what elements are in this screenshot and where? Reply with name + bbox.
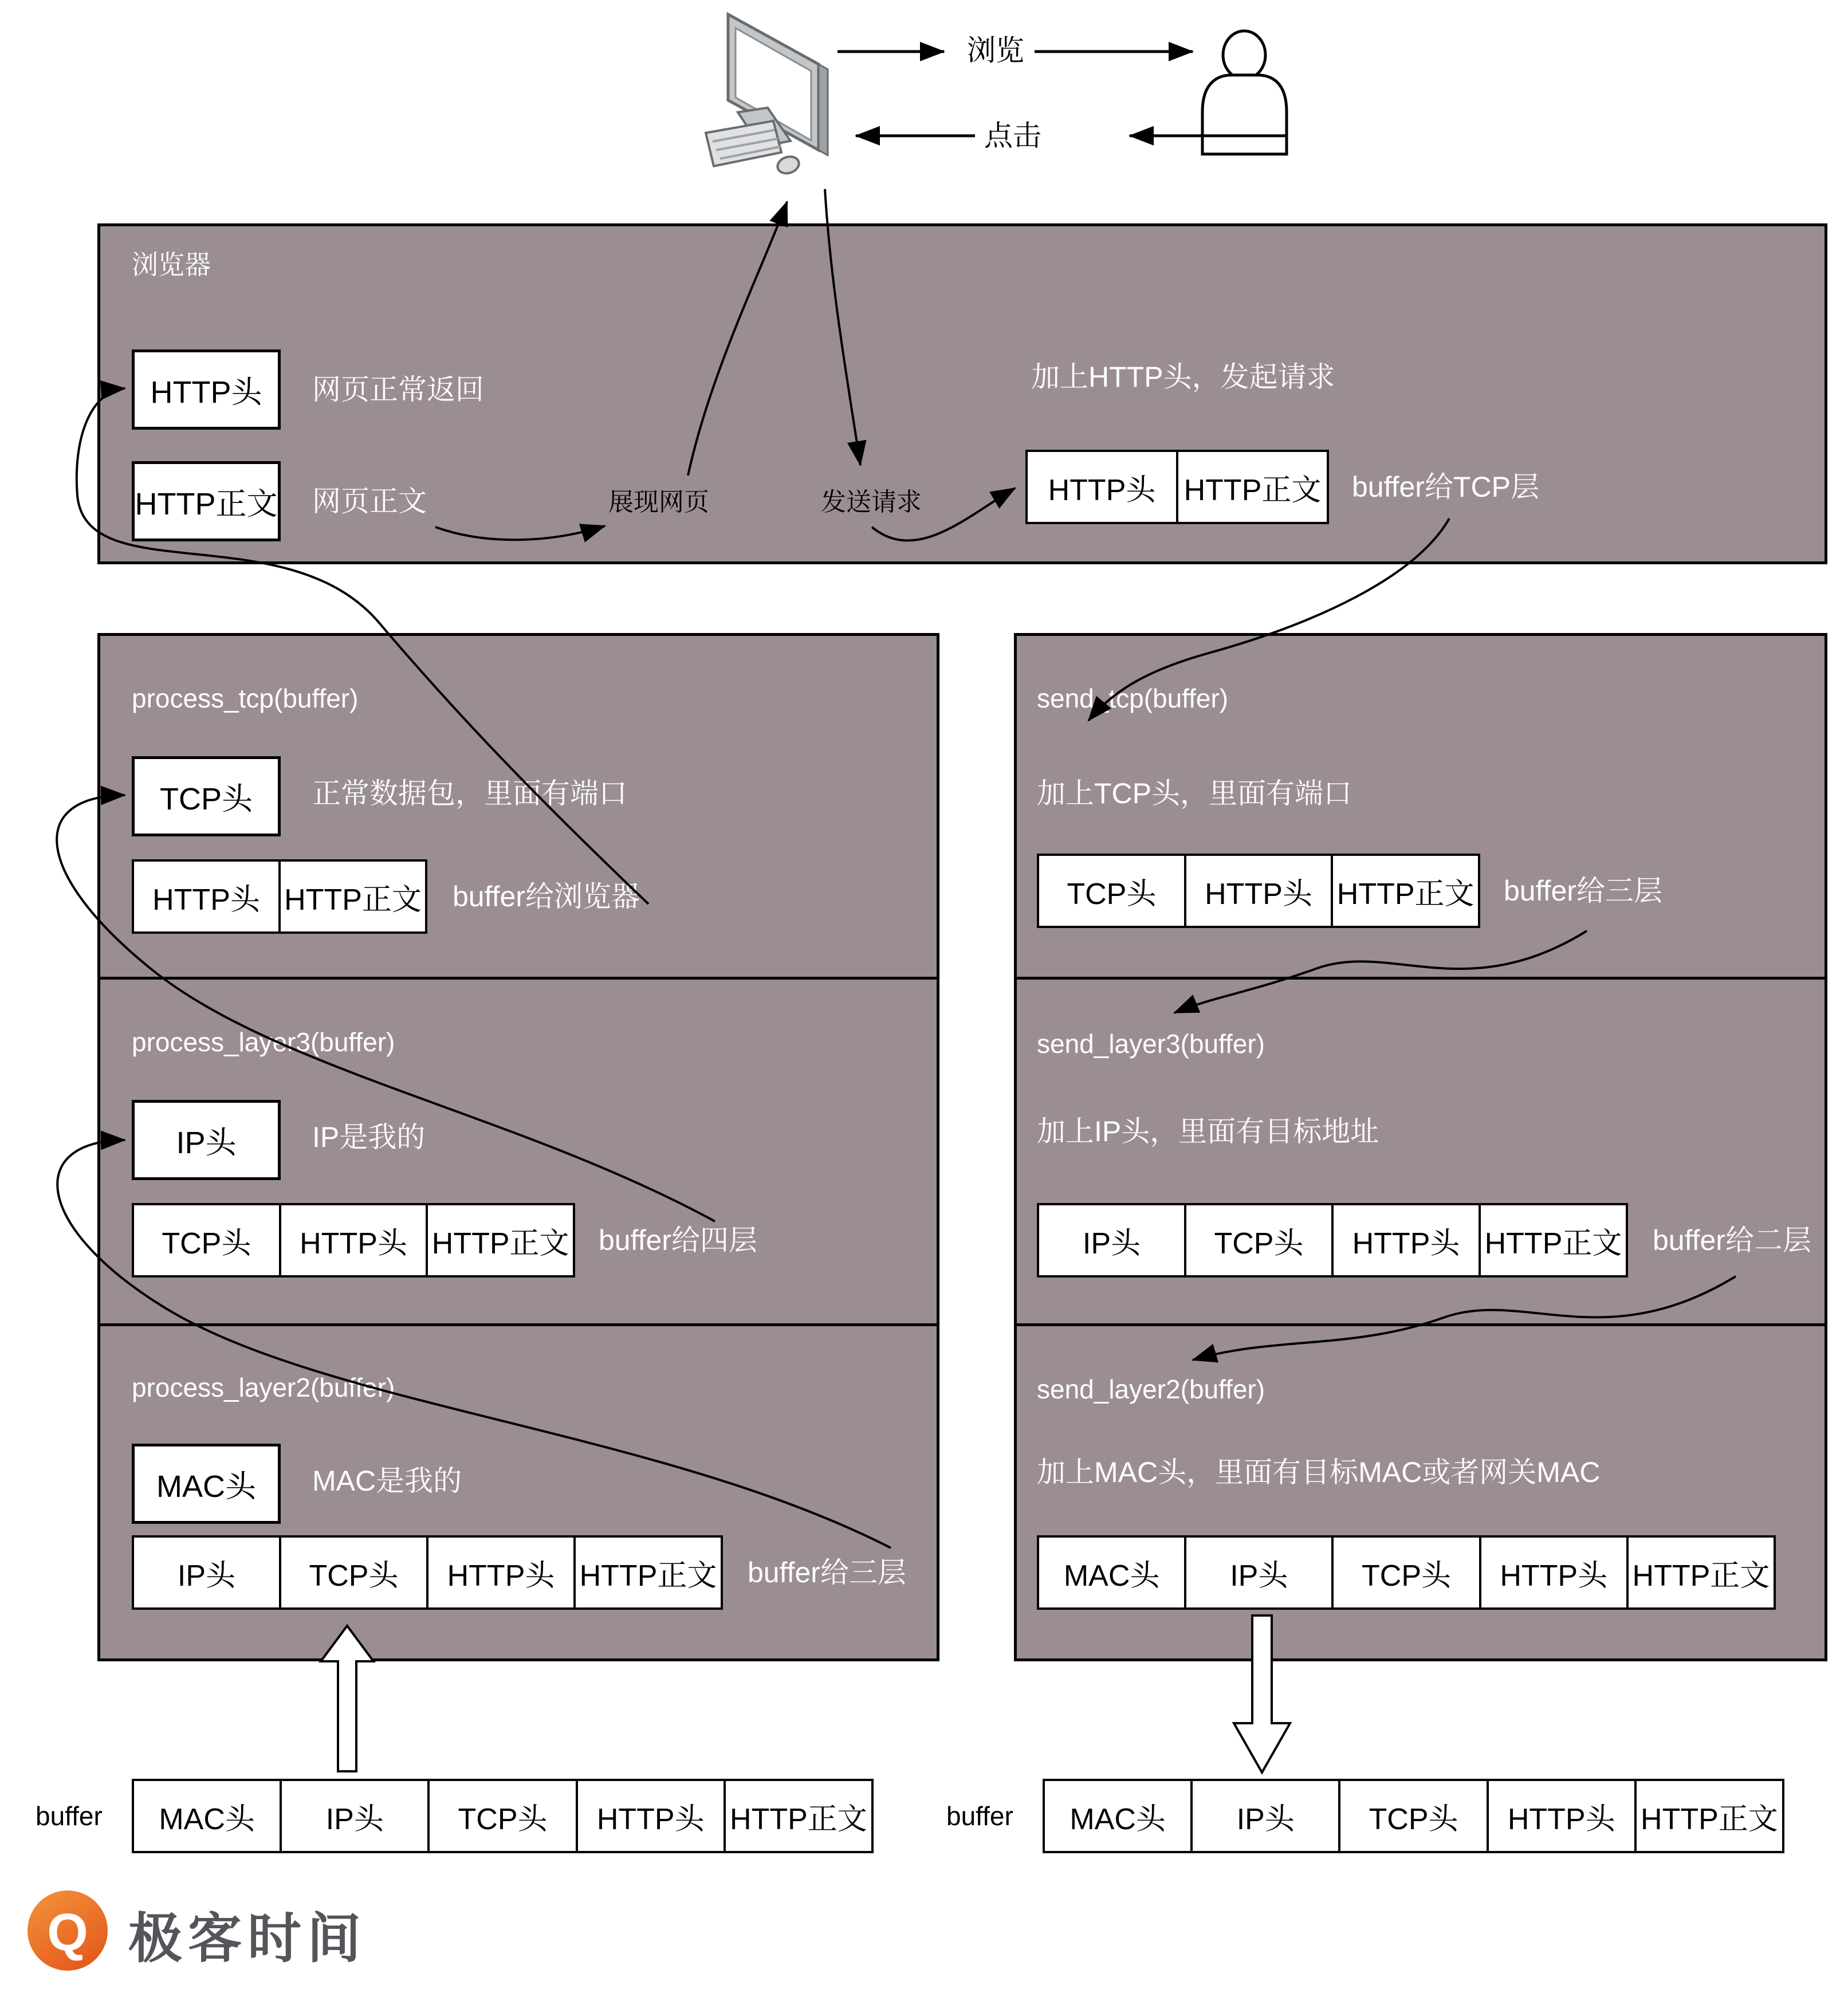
packet-cell: HTTP头	[1481, 1535, 1629, 1610]
render-page-label: 展现网页	[608, 488, 709, 516]
packet-cell: HTTP正文	[281, 859, 427, 934]
packet-cell: IP头	[1037, 1203, 1186, 1277]
send-layer2-row	[1037, 1535, 1776, 1610]
send-layer2-note: 加上MAC头，里面有目标MAC或者网关MAC	[1037, 1456, 1601, 1488]
process-layer3-pass-label: buffer给四层	[599, 1224, 757, 1256]
receive-divider-2	[100, 1323, 937, 1326]
process-tcp-pass-label: buffer给浏览器	[453, 880, 640, 913]
packet-cell: HTTP头	[1186, 854, 1334, 928]
browser-http-body-box: HTTP正文	[132, 461, 281, 541]
send-layer3-pass-label: buffer给二层	[1653, 1224, 1811, 1256]
send-tcp-row	[1037, 854, 1480, 928]
browser-http-header-box: HTTP头	[132, 349, 281, 430]
tcp-header-box: TCP头	[132, 756, 281, 836]
send-tcp-note: 加上TCP头，里面有端口	[1037, 777, 1352, 809]
packet-cell: TCP头	[1334, 1535, 1481, 1610]
buffer-left-label: buffer	[36, 1801, 103, 1831]
process-layer3-note: IP是我的	[312, 1121, 426, 1153]
packet-cell: HTTP头	[1489, 1779, 1637, 1853]
packet-cell: TCP头	[1186, 1203, 1334, 1277]
buffer-right-row	[1043, 1779, 1784, 1853]
browse-label: 浏览	[967, 34, 1024, 66]
browser-return-note: 网页正常返回	[312, 374, 484, 406]
browser-request-note: 加上HTTP头，发起请求	[1031, 361, 1335, 393]
geektime-logo-icon	[24, 1888, 111, 1979]
packet-cell: HTTP头	[428, 1535, 576, 1610]
process-tcp-title: process_tcp(buffer)	[132, 683, 359, 713]
packet-cell: MAC头	[1043, 1779, 1193, 1853]
packet-cell: TCP头	[281, 1535, 428, 1610]
packet-cell: HTTP头	[132, 859, 281, 934]
packet-cell: HTTP头	[1334, 1203, 1481, 1277]
process-layer3-row	[132, 1203, 575, 1277]
send-tcp-pass-label: buffer给三层	[1504, 875, 1662, 907]
process-tcp-row	[132, 859, 427, 934]
packet-cell: TCP头	[430, 1779, 577, 1853]
packet-cell: IP头	[1186, 1535, 1334, 1610]
packet-cell: IP头	[282, 1779, 430, 1853]
packet-cell: HTTP正文	[1333, 854, 1480, 928]
process-layer2-pass-label: buffer给三层	[748, 1556, 906, 1589]
packet-cell: HTTP头	[281, 1203, 428, 1277]
send-request-label: 发送请求	[821, 488, 922, 516]
click-label: 点击	[984, 120, 1041, 152]
buffer-left-row	[132, 1779, 874, 1853]
ip-header-box: IP头	[132, 1100, 281, 1180]
browser-title: 浏览器	[132, 250, 211, 280]
packet-cell: IP头	[1193, 1779, 1340, 1853]
packet-cell: TCP头	[1340, 1779, 1488, 1853]
browser-request-row	[1025, 450, 1329, 524]
browser-body-note: 网页正文	[312, 485, 427, 517]
packet-cell: HTTP正文	[1481, 1203, 1628, 1277]
process-layer2-row	[132, 1535, 723, 1610]
mac-header-box: MAC头	[132, 1444, 281, 1524]
send-layer3-note: 加上IP头，里面有目标地址	[1037, 1115, 1379, 1147]
packet-cell: HTTP头	[578, 1779, 726, 1853]
packet-cell: MAC头	[1037, 1535, 1186, 1610]
send-divider-1	[1017, 977, 1825, 980]
geektime-logo-text: 极客时间	[128, 1908, 367, 1968]
packet-cell: HTTP正文	[428, 1203, 575, 1277]
packet-cell: HTTP正文	[1178, 450, 1329, 524]
packet-cell: HTTP正文	[1629, 1535, 1776, 1610]
receive-divider-1	[100, 977, 937, 980]
packet-cell: TCP头	[132, 1203, 281, 1277]
send-layer2-title: send_layer2(buffer)	[1037, 1374, 1265, 1404]
browser-pass-label: buffer给TCP层	[1352, 471, 1539, 503]
packet-cell: HTTP正文	[726, 1779, 874, 1853]
packet-cell: HTTP正文	[1637, 1779, 1784, 1853]
computer-icon	[706, 14, 828, 176]
process-layer3-title: process_layer3(buffer)	[132, 1027, 395, 1057]
send-layer3-title: send_layer3(buffer)	[1037, 1029, 1265, 1059]
process-tcp-note: 正常数据包，里面有端口	[312, 777, 627, 809]
packet-cell: HTTP头	[1025, 450, 1178, 524]
process-layer2-title: process_layer2(buffer)	[132, 1373, 395, 1402]
packet-cell: TCP头	[1037, 854, 1186, 928]
send-layer3-row	[1037, 1203, 1628, 1277]
packet-cell: HTTP正文	[576, 1535, 723, 1610]
process-layer2-note: MAC是我的	[312, 1465, 462, 1497]
buffer-right-label: buffer	[946, 1801, 1013, 1831]
geektime-logo	[24, 1888, 367, 1979]
packet-cell: MAC头	[132, 1779, 282, 1853]
svg-text:Q: Q	[47, 1903, 88, 1962]
send-tcp-title: send_tcp(buffer)	[1037, 683, 1229, 713]
person-icon	[1202, 31, 1287, 154]
send-divider-2	[1017, 1323, 1825, 1326]
packet-cell: IP头	[132, 1535, 281, 1610]
